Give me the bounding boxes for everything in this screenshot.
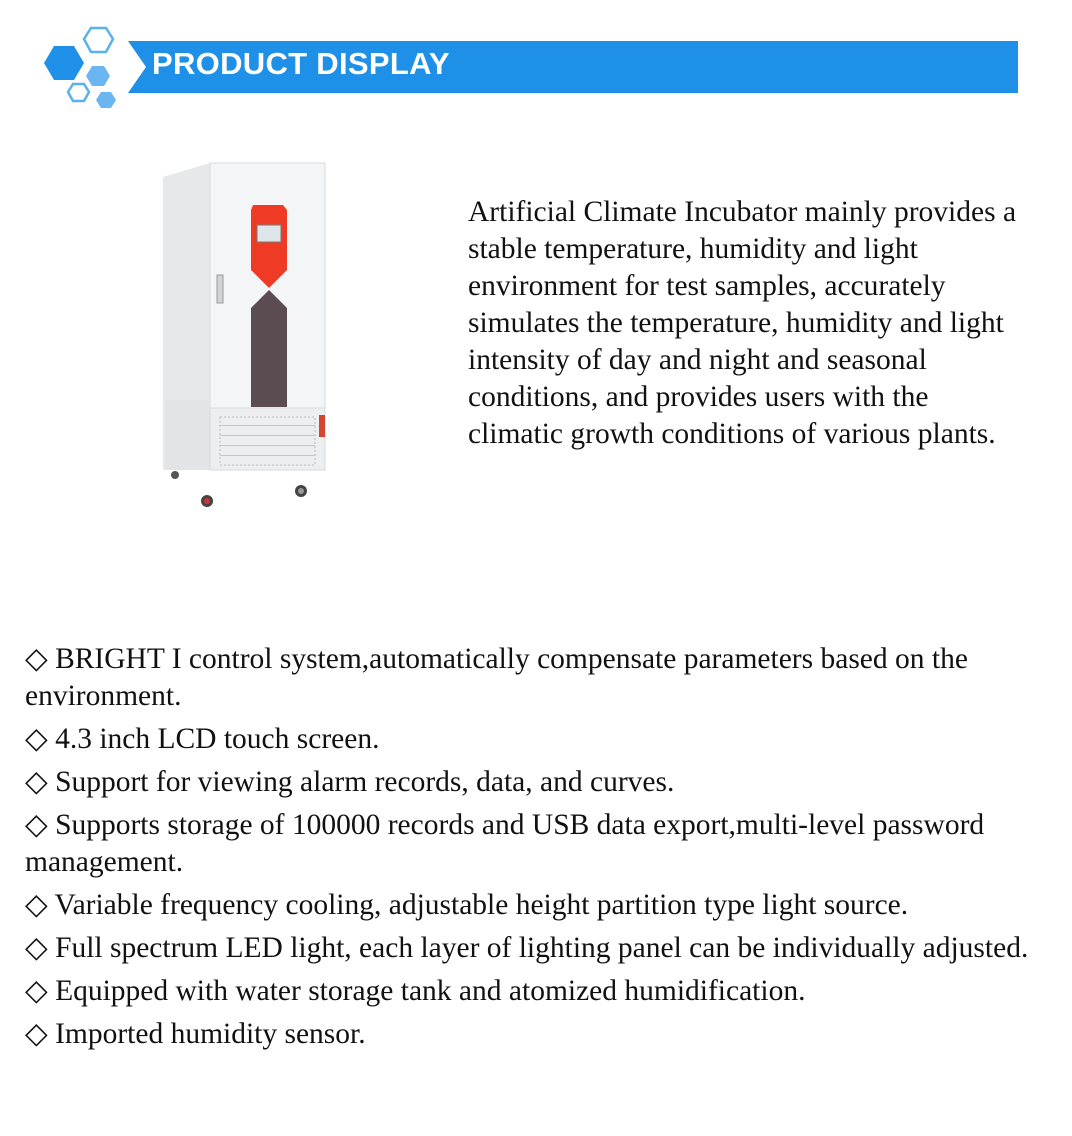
incubator-product-image [155, 155, 335, 515]
banner-title: PRODUCT DISPLAY [152, 46, 450, 81]
feature-item: ◇ Variable frequency cooling, adjustable height partition type light source. [25, 889, 909, 921]
diamond-bullet-icon: ◇ [25, 643, 48, 675]
section-banner [40, 24, 1020, 114]
feature-item: ◇ BRIGHT I control system,automatically compensate parameters based on the environment. [25, 643, 968, 712]
feature-item: ◇ 4.3 inch LCD touch screen. [25, 723, 380, 755]
feature-item: ◇ Imported humidity sensor. [25, 1018, 366, 1050]
diamond-bullet-icon: ◇ [25, 809, 48, 841]
diamond-bullet-icon: ◇ [25, 975, 48, 1007]
feature-item: ◇ Support for viewing alarm records, data, and curves. [25, 766, 675, 798]
feature-item: ◇ Supports storage of 100000 records and USB data export,multi-level password management. [25, 809, 985, 878]
diamond-bullet-icon: ◇ [25, 766, 48, 798]
diamond-bullet-icon: ◇ [25, 723, 48, 755]
feature-list [25, 641, 1055, 1059]
diamond-bullet-icon: ◇ [25, 889, 48, 921]
hexagon-logo-icon [40, 24, 150, 114]
product-description: Artificial Climate Incubator mainly provides a stable temperature, humidity and light environment for test samples, accurately simulates the temperature, humidity and light intensity of day and night and seasonal conditions, and provides users with the climatic growth conditions of various plants. [468, 196, 1017, 450]
diamond-bullet-icon: ◇ [25, 1018, 48, 1050]
feature-item: ◇ Equipped with water storage tank and atomized humidification. [25, 975, 806, 1007]
diamond-bullet-icon: ◇ [25, 932, 48, 964]
feature-item: ◇ Full spectrum LED light, each layer of lighting panel can be individually adjusted. [25, 932, 1029, 964]
